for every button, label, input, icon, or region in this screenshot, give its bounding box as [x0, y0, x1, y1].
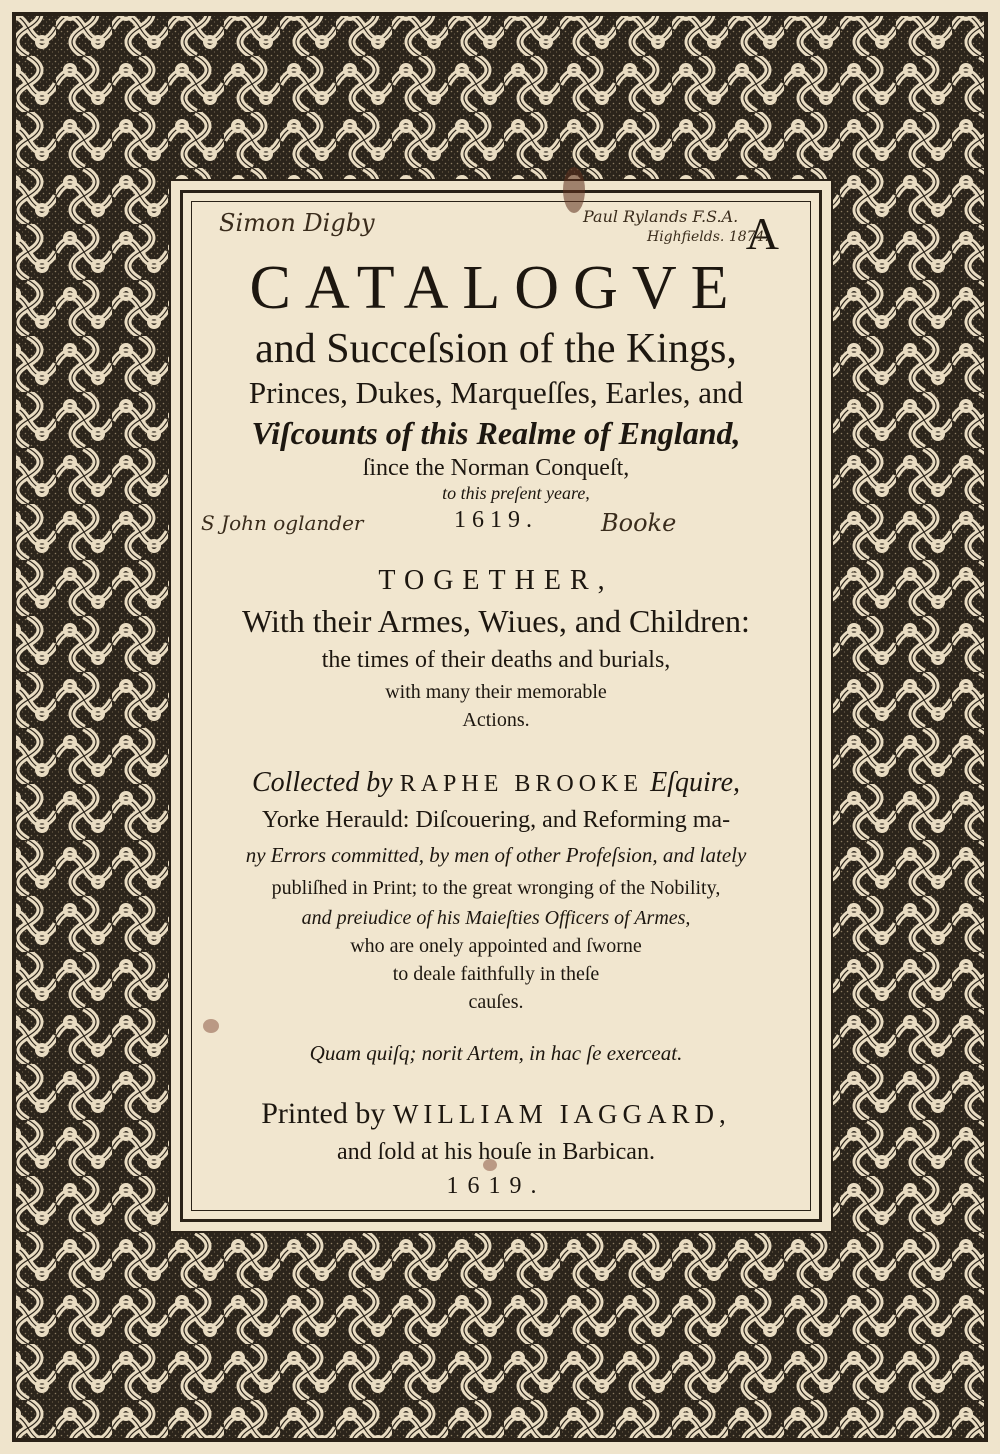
herald-line-4: and preiudice of his Maieſties Officers of Armes, — [301, 907, 691, 929]
herald-line-6: to deale faithfully in theſe — [392, 963, 600, 985]
title-year-inline: 1619. — [454, 507, 538, 533]
title-line-2: Princes, Dukes, Marqueſſes, Earles, and — [248, 375, 744, 410]
together-line-4: Actions. — [462, 709, 530, 731]
author-name: RAPHE BROOKE — [399, 771, 644, 797]
author-title: Eſquire, — [650, 767, 741, 798]
owner-note-book: Booke — [601, 509, 677, 537]
latin-motto: Quam quiſq; norit Artem, in hac ſe exerceat. — [309, 1041, 683, 1065]
ink-stain — [203, 1019, 219, 1033]
main-title: CATALOGVE — [249, 254, 743, 322]
title-article: A — [745, 208, 783, 259]
printer-name: WILLIAM IAGGARD, — [392, 1099, 731, 1129]
title-line-1: and Succeſsion of the Kings, — [255, 326, 737, 372]
signature-paul-rylands: Paul Rylands F.S.A. — [583, 207, 739, 226]
collected-prefix: Collected by — [251, 767, 393, 798]
herald-line-7: cauſes. — [468, 991, 524, 1013]
together-line-1: With their Armes, Wiues, and Children: — [242, 603, 750, 639]
printer-line — [183, 1097, 809, 1131]
title-line-4: ſince the Norman Conqueſt, — [362, 455, 630, 481]
together-line-3: with many their memorable — [385, 681, 607, 703]
printed-prefix: Printed by — [261, 1097, 386, 1130]
herald-line-5: who are onely appointed and ſworne — [350, 935, 642, 957]
title-line-3: Viſcounts of this Realme of England, — [251, 415, 741, 451]
together-heading: TOGETHER, — [378, 565, 614, 596]
imprint-year: 1619. — [446, 1173, 546, 1199]
title-text-panel — [180, 190, 822, 1222]
signature-simon-digby: Simon Digby — [219, 209, 375, 237]
herald-line-2: ny Errors committed, by men of other Profeſsion, and lately — [245, 843, 747, 867]
ink-stain — [563, 167, 585, 213]
signature-highfields: Highfields. 1874. — [647, 229, 769, 245]
owner-note: S John oglander — [201, 511, 364, 535]
herald-line-1: Yorke Herauld: Diſcouering, and Reforming ma- — [261, 807, 731, 833]
title-line-5: to this preſent yeare, — [442, 483, 590, 503]
together-line-2: the times of their deaths and burials, — [321, 647, 671, 673]
herald-line-3: publiſhed in Print; to the great wronging of the Nobility, — [271, 877, 721, 899]
collected-line — [183, 767, 809, 799]
ink-stain — [483, 1159, 497, 1171]
sold-line: and ſold at his houſe in Barbican. — [337, 1139, 655, 1165]
